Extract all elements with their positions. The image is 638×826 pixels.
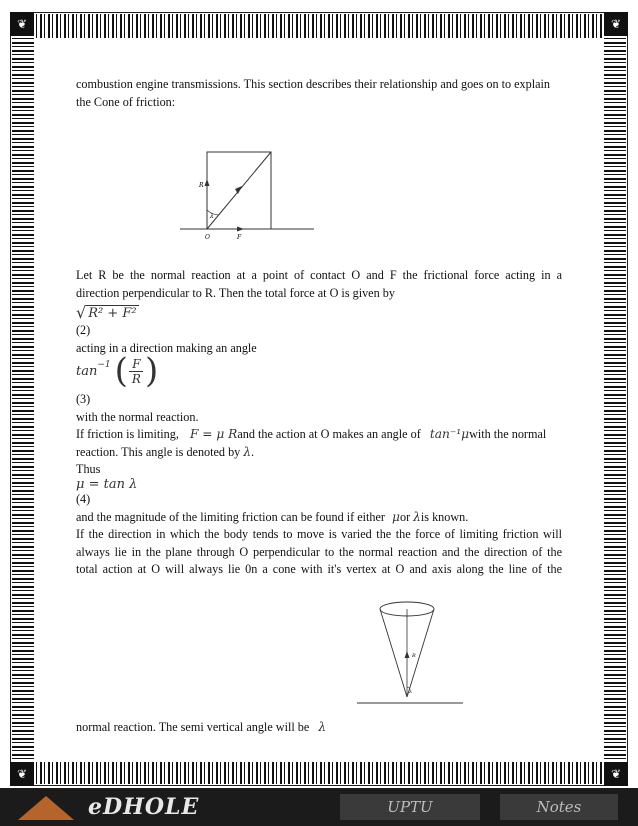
cone-of-friction-diagram	[355, 595, 470, 710]
text-span: and the action at O makes an angle of	[237, 427, 421, 441]
text-line: always lie in the plane through O perpendicular to the normal reaction and the direction of the	[76, 544, 562, 559]
label-r: R	[199, 182, 204, 189]
text-span: with the normal	[469, 427, 547, 441]
closing-line	[76, 719, 326, 737]
inline-equation: F = μ R	[189, 427, 238, 441]
tan-text: tan	[76, 363, 98, 379]
text-span: or	[399, 509, 411, 524]
corner-ornament-icon: ❦	[604, 762, 628, 786]
body-paragraph-cont	[76, 391, 562, 426]
text-span: reaction. This angle is denoted by	[76, 444, 241, 459]
label-lambda: λ	[210, 213, 214, 220]
text-span: If friction is limiting,	[76, 427, 179, 441]
text-line: acting in a direction making an angle	[76, 340, 257, 355]
label-o: O	[205, 234, 210, 241]
tan-exponent: −1	[97, 360, 111, 370]
label-r: R	[412, 653, 416, 659]
text-span: normal reaction. The semi vertical angle will be	[76, 720, 310, 734]
corner-ornament-icon: ❦	[604, 12, 628, 36]
border-right-pattern	[604, 26, 626, 776]
equation-sqrt: √ R² + F²	[76, 303, 137, 322]
body-paragraph-tail	[76, 491, 562, 509]
text-line: total action at O will always lie 0n a cone with it's vertex at O and axis along the line of the	[76, 562, 562, 577]
pyramid-logo-icon	[18, 796, 74, 820]
text-line-denoted	[76, 444, 254, 462]
sqrt-radicand: R² + F²	[88, 306, 137, 321]
text-span: .	[251, 444, 255, 459]
cone-paragraph	[76, 526, 562, 579]
inline-symbol: μ	[392, 509, 400, 524]
border-left-pattern	[12, 26, 34, 776]
text-span: is known.	[420, 509, 469, 524]
border-bottom-pattern	[24, 762, 614, 784]
thus-line	[76, 461, 562, 479]
footer-logo: eDHOLE	[88, 794, 200, 820]
text-line: the Cone of friction:	[76, 94, 176, 109]
text-line: with the normal reaction.	[76, 409, 199, 424]
label-f: F	[237, 234, 242, 241]
text-line: direction perpendicular to R. Then the total force at O is given by	[76, 285, 395, 300]
inline-symbol: λ	[413, 509, 421, 524]
eq-number-3: (3)	[76, 392, 91, 406]
text-line: If the direction in which the body tends to move is varied the the force of limiting friction will	[76, 527, 562, 542]
intro-paragraph	[76, 76, 562, 111]
eq-number-2: (2)	[76, 323, 91, 337]
text-line: combustion engine transmissions. This section describes their relationship and goes on to explain	[76, 77, 550, 91]
equation-mu-tan: μ = tan λ	[76, 477, 138, 492]
friction-force-diagram	[180, 145, 320, 245]
footer-tab-uptu[interactable]: UPTU	[340, 794, 480, 820]
corner-ornament-icon: ❦	[10, 12, 34, 36]
inline-symbol: λ	[318, 720, 327, 734]
fraction-denominator: R	[131, 371, 141, 386]
label-lambda: λ	[409, 689, 413, 695]
text-line-magnitude	[76, 509, 468, 527]
fraction-numerator: F	[132, 356, 141, 371]
inline-symbol: λ	[243, 444, 252, 459]
text-span: and the magnitude of the limiting friction can be found if either	[76, 509, 385, 524]
border-top-pattern	[24, 14, 614, 38]
footer-tab-notes[interactable]: Notes	[500, 794, 618, 820]
text-line-limiting	[76, 426, 562, 444]
eq-number-4: (4)	[76, 492, 91, 506]
body-paragraph	[76, 267, 562, 302]
text-line: Thus	[76, 462, 101, 477]
inline-equation: tan⁻¹μ	[429, 427, 470, 441]
equation-arctan: tan $^{-1}$ ( F R )	[76, 351, 159, 391]
text-line: Let R be the normal reaction at a point of contact O and F the frictional force acting in a	[76, 268, 562, 282]
corner-ornament-icon: ❦	[10, 762, 34, 786]
